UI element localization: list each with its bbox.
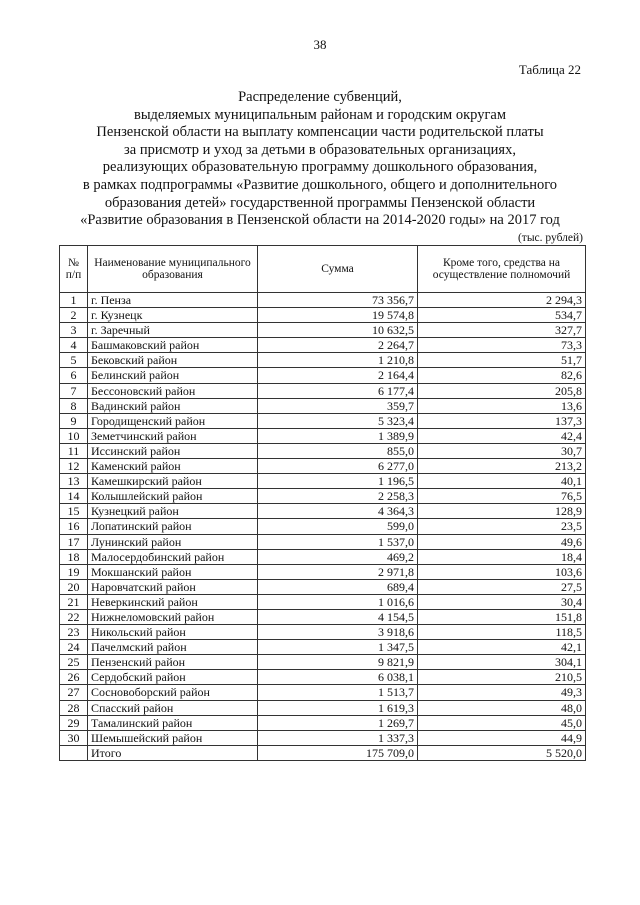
title-line: выделяемых муниципальным районам и городским округам [133,106,507,123]
cell-name: г. Заречный [88,323,258,338]
table-row [60,323,586,338]
table-row [60,640,586,655]
table-row [60,519,586,534]
cell-sum: 1 619,3 [258,700,418,715]
cell-name: Колышлейский район [88,489,258,504]
table-row [60,474,586,489]
cell-sum: 1 337,3 [258,730,418,745]
table-row [60,459,586,474]
cell-num: 10 [60,428,88,443]
cell-sum: 689,4 [258,579,418,594]
cell-sum: 469,2 [258,549,418,564]
cell-extra: 40,1 [418,474,586,489]
table-row [60,670,586,685]
header-sum: Сумма [258,246,418,293]
cell-name: Нижнеломовский район [88,609,258,624]
header-extra: Кроме того, средства на осуществление полномочий [418,246,586,293]
cell-sum: 4 364,3 [258,504,418,519]
cell-num: 12 [60,459,88,474]
cell-num: 28 [60,700,88,715]
document-title [60,89,580,230]
cell-extra: 103,6 [418,564,586,579]
cell-name: г. Пенза [88,293,258,308]
table-row [60,579,586,594]
header-name: Наименование муниципального образования [88,246,258,293]
cell-extra: 118,5 [418,625,586,640]
table-row [60,715,586,730]
cell-extra: 304,1 [418,655,586,670]
cell-sum: 2 164,4 [258,368,418,383]
cell-extra: 210,5 [418,670,586,685]
cell-extra: 5 520,0 [418,745,586,760]
cell-num: 21 [60,594,88,609]
cell-extra: 18,4 [418,549,586,564]
cell-extra: 13,6 [418,398,586,413]
cell-num: 17 [60,534,88,549]
cell-name: Иссинский район [88,443,258,458]
table-row [60,700,586,715]
title-line: за присмотр и уход за детьми в образовательных организациях, [124,141,516,158]
cell-num: 27 [60,685,88,700]
cell-extra: 213,2 [418,459,586,474]
cell-extra: 128,9 [418,504,586,519]
table-row [60,293,586,308]
cell-name: Бессоновский район [88,383,258,398]
cell-name: Итого [88,745,258,760]
cell-extra: 23,5 [418,519,586,534]
table-row [60,428,586,443]
cell-name: Сердобский район [88,670,258,685]
cell-sum: 3 918,6 [258,625,418,640]
cell-sum: 2 264,7 [258,338,418,353]
cell-name: Сосновоборский район [88,685,258,700]
cell-num: 23 [60,625,88,640]
cell-name: г. Кузнецк [88,308,258,323]
cell-num: 19 [60,564,88,579]
page-number: 38 [313,37,327,52]
cell-name: Малосердобинский район [88,549,258,564]
cell-sum: 359,7 [258,398,418,413]
cell-num: 30 [60,730,88,745]
table-row [60,685,586,700]
cell-num: 22 [60,609,88,624]
cell-extra: 76,5 [418,489,586,504]
subsidy-table [59,245,586,761]
cell-sum: 1 210,8 [258,353,418,368]
cell-num [60,745,88,760]
cell-num: 1 [60,293,88,308]
cell-sum: 1 016,6 [258,594,418,609]
table-label: Таблица 22 [518,62,581,77]
cell-name: Никольский район [88,625,258,640]
title-line: образования детей» государственной программы Пензенской области [104,194,536,211]
cell-extra: 44,9 [418,730,586,745]
cell-name: Наровчатский район [88,579,258,594]
cell-extra: 30,7 [418,443,586,458]
cell-extra: 534,7 [418,308,586,323]
cell-extra: 82,6 [418,368,586,383]
cell-sum: 1 196,5 [258,474,418,489]
cell-name: Башмаковский район [88,338,258,353]
cell-extra: 27,5 [418,579,586,594]
cell-num: 8 [60,398,88,413]
cell-sum: 1 347,5 [258,640,418,655]
cell-sum: 4 154,5 [258,609,418,624]
table-row [60,534,586,549]
cell-num: 24 [60,640,88,655]
cell-num: 3 [60,323,88,338]
title-line: реализующих образовательную программу дошкольного образования, [102,159,538,176]
cell-num: 2 [60,308,88,323]
cell-num: 14 [60,489,88,504]
cell-extra: 48,0 [418,700,586,715]
cell-name: Камешкирский район [88,474,258,489]
cell-sum: 6 177,4 [258,383,418,398]
cell-sum: 9 821,9 [258,655,418,670]
cell-sum: 19 574,8 [258,308,418,323]
cell-num: 9 [60,413,88,428]
cell-sum: 2 971,8 [258,564,418,579]
table-row [60,413,586,428]
cell-extra: 49,3 [418,685,586,700]
table-row [60,594,586,609]
table-row [60,655,586,670]
cell-name: Мокшанский район [88,564,258,579]
cell-sum: 1 513,7 [258,685,418,700]
cell-name: Вадинский район [88,398,258,413]
cell-name: Тамалинский район [88,715,258,730]
cell-sum: 10 632,5 [258,323,418,338]
cell-name: Шемышейский район [88,730,258,745]
cell-sum: 5 323,4 [258,413,418,428]
header-num: № п/п [60,246,88,293]
table-row [60,338,586,353]
cell-sum: 599,0 [258,519,418,534]
units-note: (тыс. рублей) [517,232,583,244]
cell-name: Бековский район [88,353,258,368]
cell-num: 15 [60,504,88,519]
cell-sum: 73 356,7 [258,293,418,308]
cell-extra: 137,3 [418,413,586,428]
cell-num: 7 [60,383,88,398]
cell-sum: 175 709,0 [258,745,418,760]
cell-name: Лунинский район [88,534,258,549]
table-row [60,308,586,323]
cell-sum: 1 389,9 [258,428,418,443]
table-row [60,625,586,640]
cell-num: 5 [60,353,88,368]
cell-name: Городищенский район [88,413,258,428]
cell-extra: 327,7 [418,323,586,338]
title-line: «Развитие образования в Пензенской области на 2014-2020 годы» на 2017 год [80,212,560,229]
table-row [60,564,586,579]
cell-extra: 51,7 [418,353,586,368]
cell-extra: 42,4 [418,428,586,443]
cell-num: 18 [60,549,88,564]
cell-num: 11 [60,443,88,458]
cell-extra: 45,0 [418,715,586,730]
cell-num: 6 [60,368,88,383]
cell-num: 20 [60,579,88,594]
table-row [60,398,586,413]
cell-name: Кузнецкий район [88,504,258,519]
cell-name: Спасский район [88,700,258,715]
cell-extra: 30,4 [418,594,586,609]
cell-extra: 49,6 [418,534,586,549]
cell-extra: 2 294,3 [418,293,586,308]
cell-sum: 6 038,1 [258,670,418,685]
cell-name: Пачелмский район [88,640,258,655]
total-row [60,745,586,760]
cell-num: 4 [60,338,88,353]
table-row [60,489,586,504]
table-row [60,730,586,745]
cell-name: Пензенский район [88,655,258,670]
cell-name: Каменский район [88,459,258,474]
table-row [60,383,586,398]
table-header-row [60,246,586,293]
table-row [60,609,586,624]
table-body [60,293,586,761]
cell-name: Белинский район [88,368,258,383]
cell-name: Неверкинский район [88,594,258,609]
cell-extra: 42,1 [418,640,586,655]
cell-sum: 855,0 [258,443,418,458]
cell-extra: 73,3 [418,338,586,353]
table-row [60,353,586,368]
cell-extra: 151,8 [418,609,586,624]
table-row [60,549,586,564]
cell-num: 16 [60,519,88,534]
cell-sum: 6 277,0 [258,459,418,474]
cell-sum: 1 269,7 [258,715,418,730]
cell-num: 25 [60,655,88,670]
title-line: Пензенской области на выплату компенсации части родительской платы [96,124,544,141]
cell-sum: 1 537,0 [258,534,418,549]
table-row [60,504,586,519]
title-line: в рамках подпрограммы «Развитие дошкольного, общего и дополнительного [82,176,558,193]
cell-num: 29 [60,715,88,730]
cell-num: 26 [60,670,88,685]
cell-name: Земетчинский район [88,428,258,443]
title-line: Распределение субвенций, [238,89,402,105]
cell-name: Лопатинский район [88,519,258,534]
cell-extra: 205,8 [418,383,586,398]
table-row [60,368,586,383]
cell-sum: 2 258,3 [258,489,418,504]
table-row [60,443,586,458]
cell-num: 13 [60,474,88,489]
